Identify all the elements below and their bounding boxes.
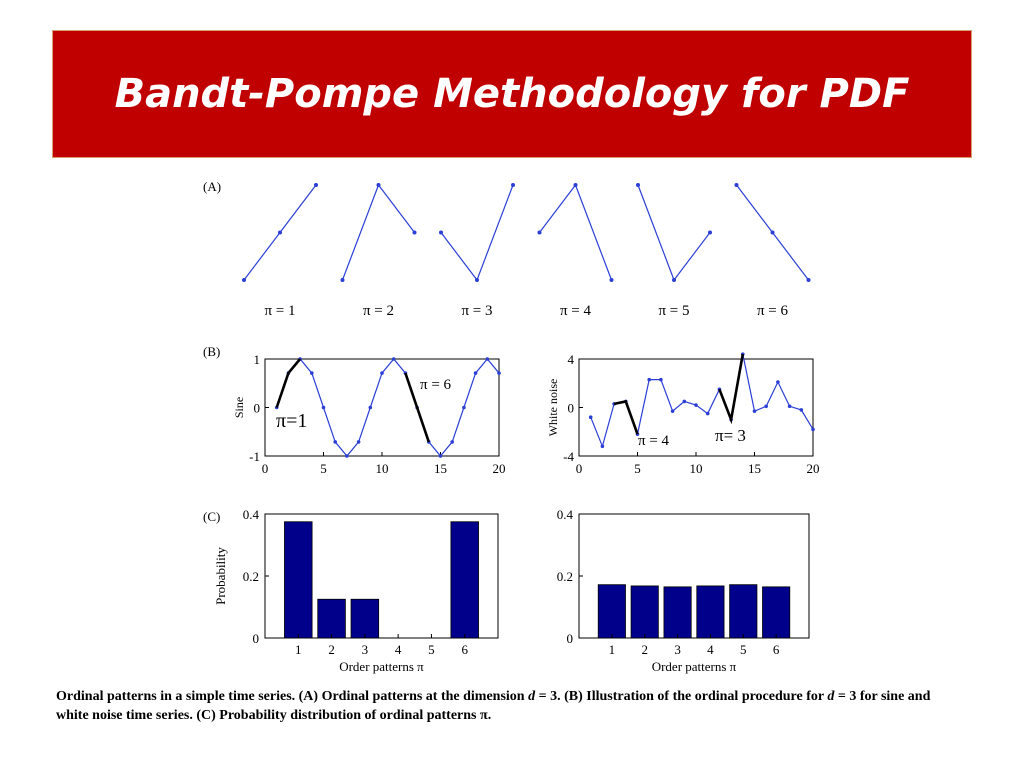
pattern-5-label: π = 5 xyxy=(658,303,690,319)
bar-2 xyxy=(318,599,346,638)
panel-c-sine-xlabel: Order patterns π xyxy=(339,659,424,674)
caption-part-3: = 3 for sine and white noise time series. (C) Probability distribution of ordinal patterns xyxy=(56,689,931,723)
pattern-2-point xyxy=(413,231,417,235)
data-point xyxy=(439,454,443,458)
pattern-6-label: π = 6 xyxy=(756,303,789,319)
panel-b-sine-plot xyxy=(203,344,506,476)
caption-pi: π xyxy=(480,708,488,723)
data-point xyxy=(310,371,314,375)
y-tick-label: 1 xyxy=(253,352,260,367)
x-tick-label: 5 xyxy=(634,461,641,476)
x-tick-label: 20 xyxy=(806,461,820,476)
data-point xyxy=(811,428,815,432)
data-point xyxy=(462,406,466,410)
x-tick-label: 2 xyxy=(328,642,335,657)
data-point xyxy=(800,408,804,412)
data-point xyxy=(683,400,687,404)
panel-b-label: (B) xyxy=(203,344,221,359)
x-tick-label: 10 xyxy=(375,461,389,476)
data-point xyxy=(474,371,478,375)
x-tick-label: 0 xyxy=(575,461,583,476)
pattern-4-point xyxy=(610,278,614,282)
x-tick-label: 4 xyxy=(707,642,714,657)
figure-caption xyxy=(56,687,956,725)
pattern-2-point xyxy=(377,183,381,187)
data-point xyxy=(776,380,780,384)
y-tick-label: 0.4 xyxy=(556,507,573,522)
y-tick-label: -1 xyxy=(249,449,260,464)
data-point xyxy=(369,406,373,410)
caption-part-4: . xyxy=(487,708,492,723)
pattern-3-label: π = 3 xyxy=(461,303,493,319)
bar-2 xyxy=(631,586,658,638)
pattern-2-line xyxy=(343,185,415,280)
bar-5 xyxy=(730,585,757,638)
pattern-5-point xyxy=(708,231,712,235)
data-point xyxy=(671,409,675,413)
pattern-6-point xyxy=(735,183,739,187)
slide-title: Bandt-Pompe Methodology for PDF xyxy=(114,71,910,117)
pattern-5-point xyxy=(672,278,676,282)
x-tick-label: 2 xyxy=(641,642,648,657)
bar-3 xyxy=(664,587,691,638)
data-point xyxy=(380,371,384,375)
pattern-2-point xyxy=(341,278,345,282)
pattern-3-point xyxy=(439,231,443,235)
y-tick-label: 0 xyxy=(252,631,259,646)
data-point xyxy=(450,440,454,444)
x-tick-label: 4 xyxy=(394,642,402,657)
panel-b-noise-ylabel: White noise xyxy=(546,378,560,437)
figure-svg xyxy=(198,170,826,680)
data-point xyxy=(345,454,349,458)
x-tick-label: 3 xyxy=(361,642,369,657)
data-point xyxy=(601,445,605,449)
pattern-4-line xyxy=(540,185,612,280)
pattern-5-line xyxy=(638,185,710,280)
data-point xyxy=(706,412,710,416)
y-tick-label: 0 xyxy=(253,400,260,416)
title-banner xyxy=(52,30,972,158)
panel-c-label: (C) xyxy=(203,509,221,524)
highlight-label-2: π= 3 xyxy=(715,426,746,445)
data-point xyxy=(694,403,698,407)
y-tick-label: 0.2 xyxy=(242,569,259,584)
highlight-label-1: π = 4 xyxy=(638,433,670,449)
panel-c-sine-bars xyxy=(203,507,498,674)
data-point xyxy=(788,404,792,408)
highlight-segment-2 xyxy=(719,354,742,419)
data-point xyxy=(753,409,757,413)
y-tick-label: 4 xyxy=(567,352,574,367)
pattern-4-label: π = 4 xyxy=(559,303,592,319)
x-tick-label: 15 xyxy=(434,461,447,476)
panel-b-noise-series-line xyxy=(591,354,813,446)
panel-a-label: (A) xyxy=(203,179,222,194)
data-point xyxy=(497,371,501,375)
highlight-label-2: π = 6 xyxy=(420,377,452,393)
panel-b-noise-frame xyxy=(579,359,813,456)
y-tick-label: 0.2 xyxy=(556,569,573,584)
pattern-6-point xyxy=(771,231,775,235)
x-tick-label: 5 xyxy=(428,642,435,657)
x-tick-label: 0 xyxy=(261,461,269,476)
x-tick-label: 6 xyxy=(461,642,468,657)
data-point xyxy=(589,415,593,419)
y-tick-label: -4 xyxy=(563,449,574,464)
data-point xyxy=(659,378,663,382)
y-tick-label: 0.4 xyxy=(242,507,259,522)
bar-3 xyxy=(351,599,379,638)
panel-c-noise-bars xyxy=(557,507,809,674)
panel-c-sine-ylabel: Probability xyxy=(213,547,228,605)
pattern-4-point xyxy=(538,231,542,235)
x-tick-label: 6 xyxy=(772,642,780,657)
data-point xyxy=(647,378,651,382)
caption-d-1: d xyxy=(528,689,536,704)
x-tick-label: 5 xyxy=(740,642,747,657)
caption-part-1: Ordinal patterns in a simple time series. (A) Ordinal patterns at the dimension xyxy=(56,689,529,704)
pattern-2-label: π = 2 xyxy=(362,303,395,319)
pattern-5-point xyxy=(636,183,640,187)
pattern-3-line xyxy=(441,185,513,280)
data-point xyxy=(357,440,361,444)
bar-4 xyxy=(697,586,724,638)
x-tick-label: 1 xyxy=(608,642,616,657)
pattern-1-point xyxy=(242,278,246,282)
pattern-3-point xyxy=(511,183,515,187)
bar-6 xyxy=(763,587,790,638)
panel-a xyxy=(203,179,811,319)
panel-b-noise-plot xyxy=(546,352,820,476)
highlight-segment-1 xyxy=(277,359,300,408)
data-point xyxy=(392,357,396,361)
x-tick-label: 1 xyxy=(295,642,302,657)
x-tick-label: 3 xyxy=(674,642,681,657)
pattern-3-point xyxy=(475,278,479,282)
data-point xyxy=(764,404,768,408)
highlight-segment-1 xyxy=(614,401,637,434)
x-tick-label: 15 xyxy=(748,461,761,476)
x-tick-label: 20 xyxy=(492,461,506,476)
bar-1 xyxy=(598,585,625,638)
caption-part-2: = 3. (B) Illustration of the ordinal procedure for xyxy=(535,689,828,704)
pattern-4-point xyxy=(574,183,578,187)
bar-6 xyxy=(451,522,479,638)
pattern-6-point xyxy=(807,278,811,282)
data-point xyxy=(333,440,337,444)
x-tick-label: 5 xyxy=(320,461,327,476)
y-tick-label: 0 xyxy=(567,400,574,416)
y-tick-label: 0 xyxy=(566,631,573,646)
panel-c-noise-xlabel: Order patterns π xyxy=(651,659,737,674)
pattern-1-point xyxy=(314,183,318,187)
x-tick-label: 10 xyxy=(689,461,703,476)
data-point xyxy=(486,357,490,361)
data-point xyxy=(322,406,326,410)
panel-b-sine-ylabel: Sine xyxy=(232,396,246,419)
bar-1 xyxy=(284,522,312,638)
pattern-1-point xyxy=(278,231,282,235)
pattern-1-label: π = 1 xyxy=(264,303,296,319)
caption-d-2: d xyxy=(827,689,835,704)
highlight-label-1: π=1 xyxy=(276,410,308,432)
figure xyxy=(198,170,826,680)
